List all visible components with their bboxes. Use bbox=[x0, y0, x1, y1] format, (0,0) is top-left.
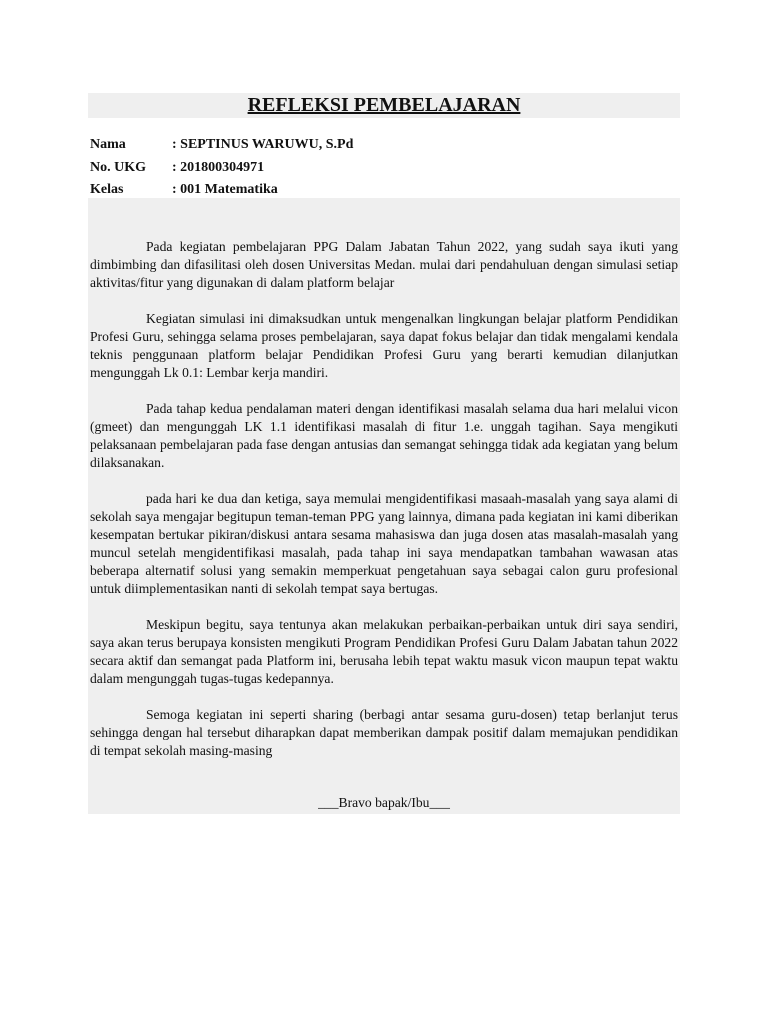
paragraph: Semoga kegiatan ini seperti sharing (berbagi antar sesama guru-dosen) tetap berlanjut terus sehingga dengan hal tersebut diharapkan dapat memberikan dampak positif dalam memajukan pendidikan di tempat sekolah masing-masing bbox=[90, 707, 678, 758]
info-block bbox=[90, 134, 680, 202]
info-row-nama bbox=[90, 134, 680, 157]
info-value: : 001 Matematika bbox=[172, 182, 278, 197]
info-value: : SEPTINUS WARUWU, S.Pd bbox=[172, 137, 354, 152]
info-value: : 201800304971 bbox=[172, 159, 265, 175]
paragraph: Pada tahap kedua pendalaman materi dengan identifikasi masalah selama dua hari melalui vicon (gmeet) dan mengunggah LK 1.1 identifikasi masalah di fitur 1.e. unggah tagihan. Saya mengikuti pelaksanaan pembelajaran pada fase dengan antusias dan semangat sehingga tidak ada kegiatan yang belum dilaksanakan. bbox=[90, 401, 678, 470]
document-title: REFLEKSI PEMBELAJARAN bbox=[247, 94, 521, 116]
paragraph: Pada kegiatan pembelajaran PPG Dalam Jabatan Tahun 2022, yang sudah saya ikuti yang dimbimbing dan difasilitasi oleh dosen Universitas Medan. mulai dari pendahuluan dengan simulasi setiap aktivitas/fitur yang digunakan di dalam platform belajar bbox=[90, 239, 678, 290]
closing-line: ___Bravo bapak/Ibu___ bbox=[318, 795, 450, 810]
info-row-ukg bbox=[90, 157, 680, 180]
paragraph: Kegiatan simulasi ini dimaksudkan untuk mengenalkan lingkungan belajar platform Pendidikan Profesi Guru, sehingga selama proses pembelajaran, saya dapat fokus belajar dan tidak mengalami kendala teknis penggunaan platform belajar Pendidikan Profesi Guru yang berarti kemudian dilanjutkan mengunggah Lk 0.1: Lembar kerja mandiri. bbox=[90, 311, 678, 380]
paragraph: Meskipun begitu, saya tentunya akan melakukan perbaikan-perbaikan untuk diri saya sendiri, saya akan terus berupaya konsisten mengikuti Program Pendidikan Profesi Guru Dalam Jabatan tahun 2022 secara aktif dan semangat pada Platform ini, berusaha lebih tepat waktu masuk vicon maupun tepat waktu dalam mengunggah tugas-tugas kedepannya. bbox=[90, 617, 678, 686]
body-text bbox=[90, 238, 678, 778]
info-label: No. UKG bbox=[90, 159, 146, 175]
paragraph: pada hari ke dua dan ketiga, saya memulai mengidentifikasi masaah-masalah yang saya alami di sekolah saya mengajar begitupun teman-teman PPG yang lainnya, dimana pada kegiatan ini kami diberikan kesempatan bertukar pikiran/diskusi antara sesama mahasiswa dan juga dosen atas masalah-masalah yang muncul setelah mengidentifikasi masalah, pada tahap ini saya mendapatkan tambahan wawasan atas beberapa alternatif solusi yang semakin memperkuat pengetahuan saya sebagai calon guru profesional untuk diimplementasikan nanti di sekolah tempat saya bertugas. bbox=[90, 491, 678, 596]
info-label: Nama bbox=[90, 137, 126, 152]
info-label: Kelas bbox=[90, 182, 124, 197]
